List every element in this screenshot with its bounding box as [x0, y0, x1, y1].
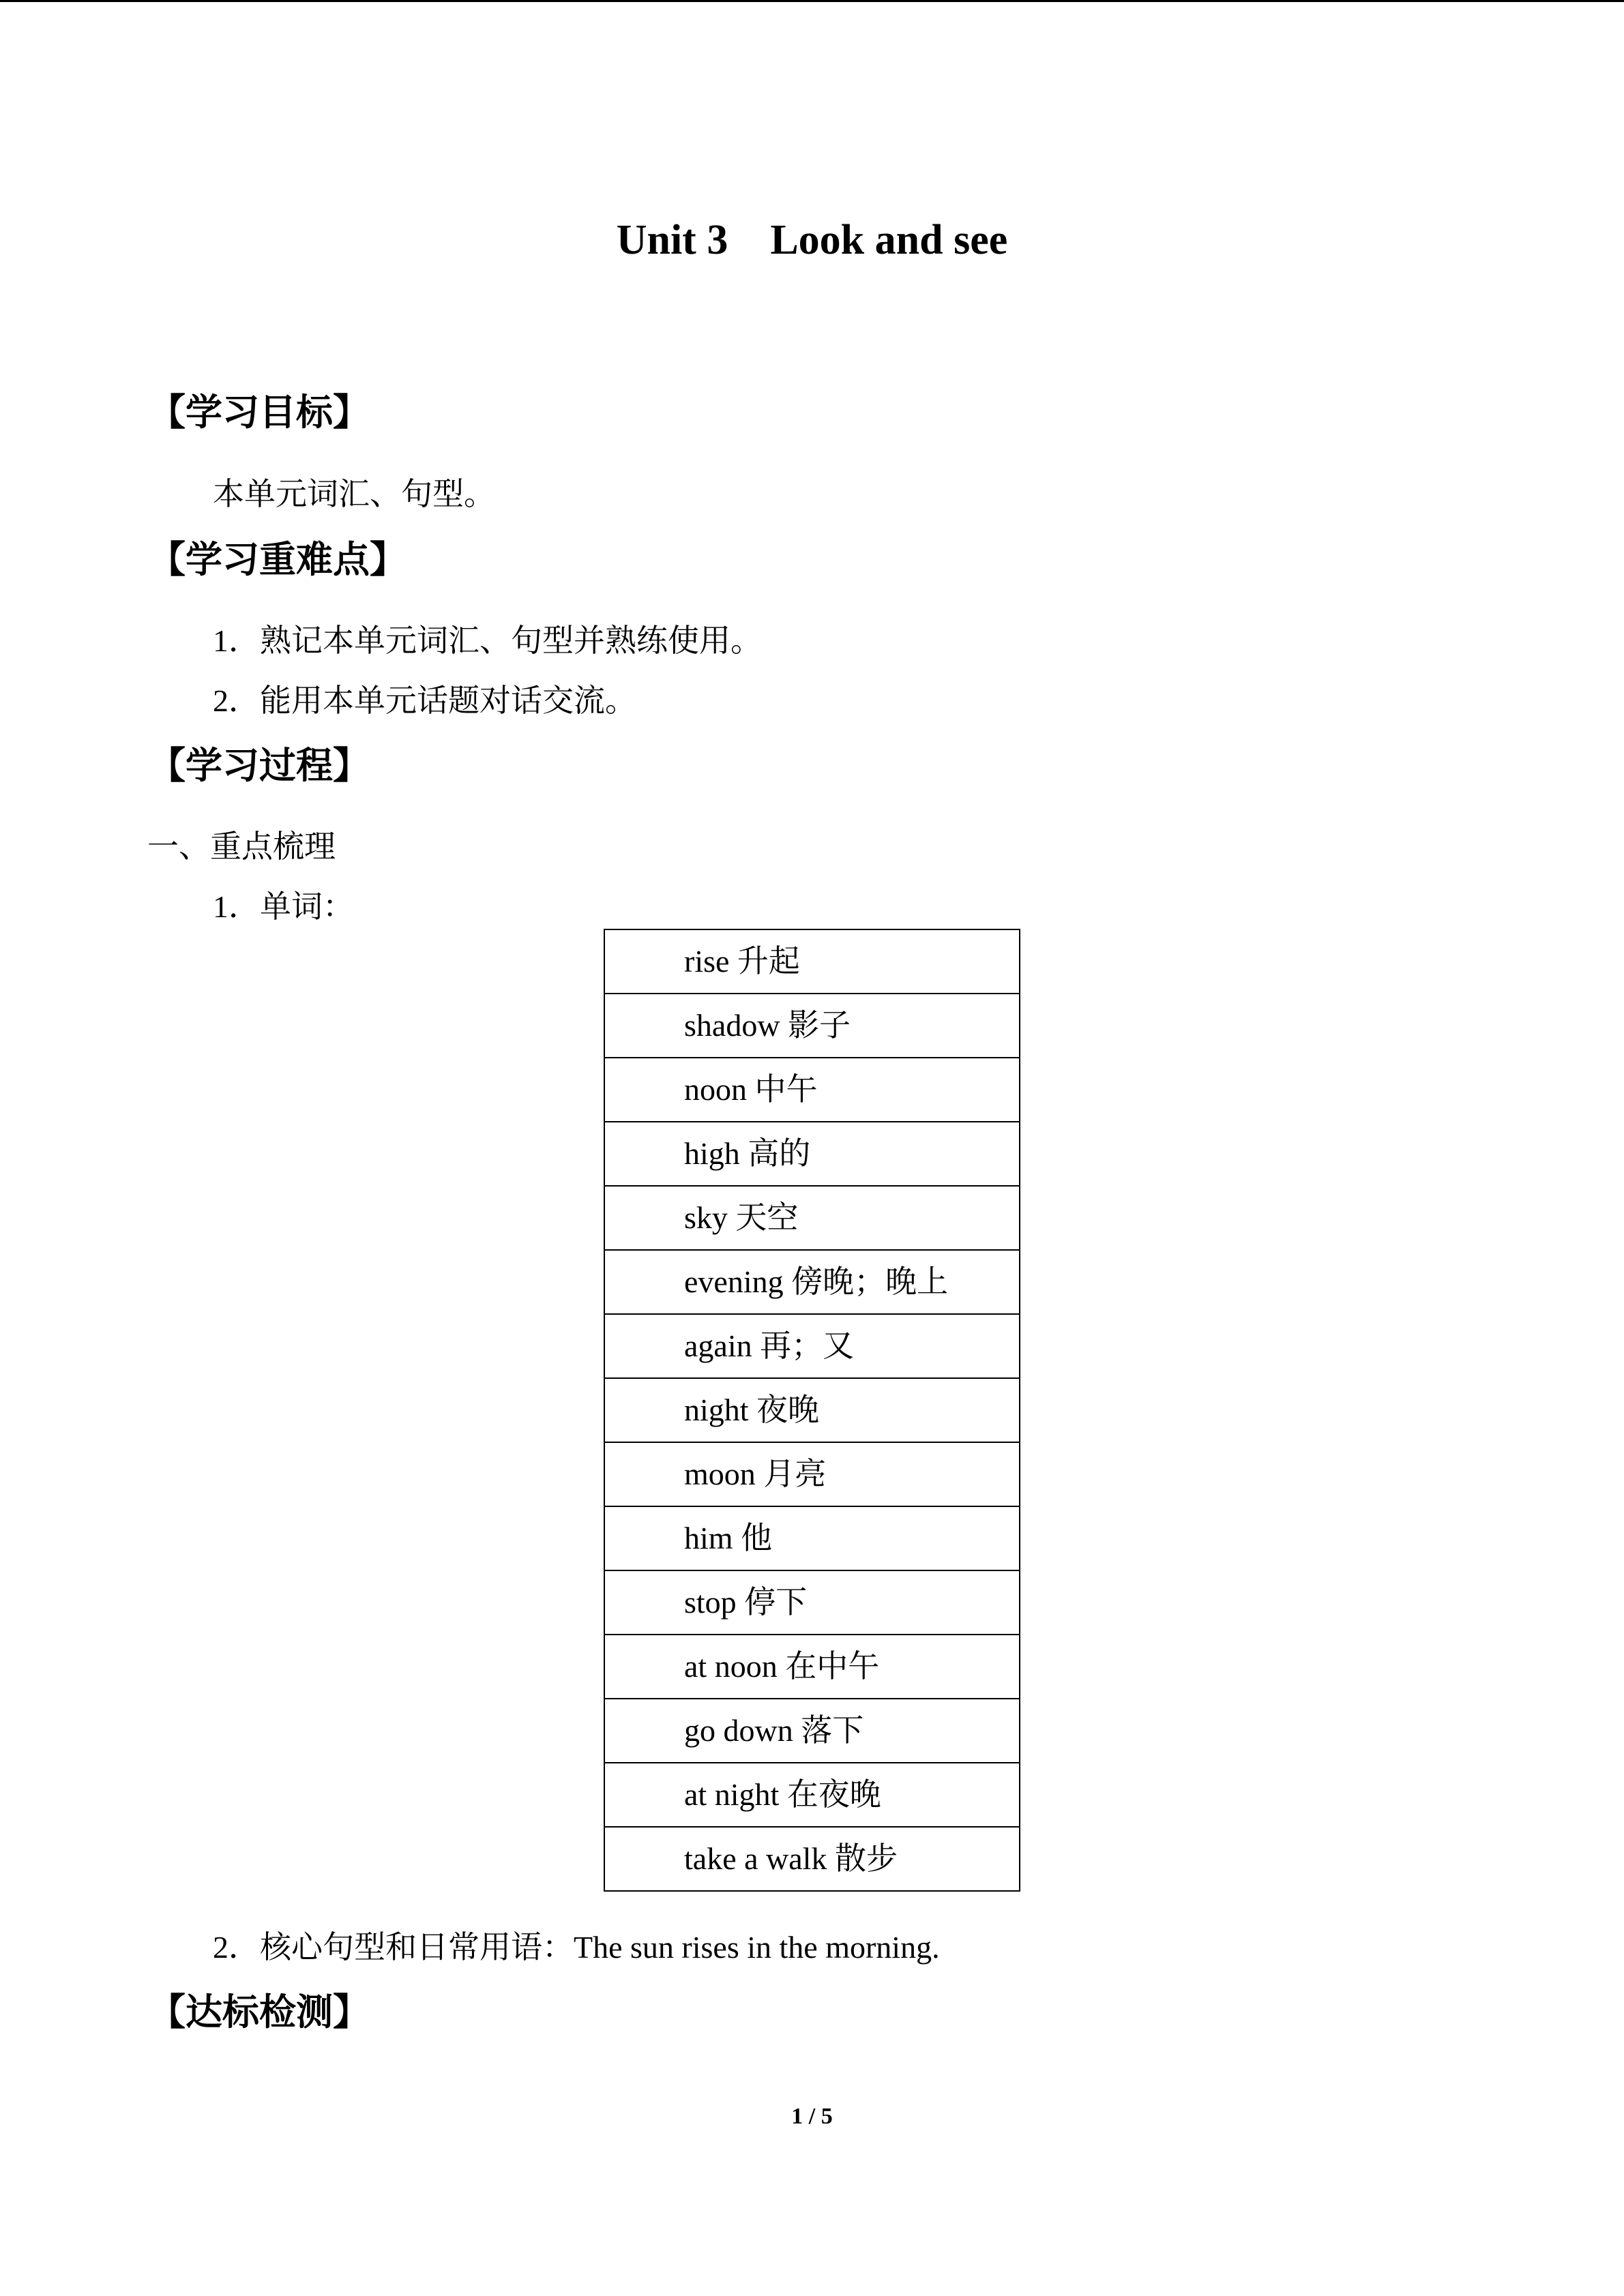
- vocabulary-cell: night 夜晚: [604, 1378, 1020, 1442]
- table-row: [604, 1570, 1020, 1635]
- table-row: [604, 1635, 1020, 1699]
- vocabulary-cell: at night 在夜晚: [604, 1763, 1020, 1827]
- key-point-item: 1．熟记本单元词汇、句型并熟练使用。: [213, 623, 762, 658]
- heading-learning-process: 【学习过程】: [149, 744, 370, 787]
- heading-learning-objectives: 【学习目标】: [149, 391, 370, 434]
- vocabulary-cell: stop 停下: [604, 1570, 1020, 1635]
- vocabulary-cell: evening 傍晚；晚上: [604, 1250, 1020, 1314]
- vocabulary-cell: noon 中午: [604, 1058, 1020, 1122]
- table-row: [604, 1186, 1020, 1250]
- table-row: [604, 1058, 1020, 1122]
- objectives-text: 本单元词汇、句型。: [213, 477, 495, 511]
- vocabulary-table: [604, 929, 1020, 1892]
- table-row: [604, 1250, 1020, 1314]
- vocabulary-cell: high 高的: [604, 1122, 1020, 1186]
- table-row: [604, 1763, 1020, 1827]
- table-row: [604, 1699, 1020, 1763]
- table-row: [604, 1506, 1020, 1570]
- vocabulary-cell: at noon 在中午: [604, 1635, 1020, 1699]
- document-title: Unit 3 Look and see: [616, 217, 1008, 263]
- table-row: [604, 994, 1020, 1058]
- vocabulary-cell: rise 升起: [604, 929, 1020, 994]
- page-number: 1 / 5: [791, 2104, 833, 2129]
- top-border-line: [0, 0, 1624, 2]
- vocabulary-cell: take a walk 散步: [604, 1827, 1020, 1891]
- table-row: [604, 1314, 1020, 1378]
- heading-key-points: 【学习重难点】: [149, 538, 407, 581]
- vocabulary-cell: sky 天空: [604, 1186, 1020, 1250]
- table-row: [604, 1122, 1020, 1186]
- vocabulary-cell: moon 月亮: [604, 1442, 1020, 1506]
- heading-assessment: 【达标检测】: [149, 1991, 370, 2033]
- vocabulary-cell: go down 落下: [604, 1699, 1020, 1763]
- table-row: [604, 929, 1020, 994]
- words-label: 1．单词：: [213, 889, 354, 924]
- vocabulary-cell: again 再；又: [604, 1314, 1020, 1378]
- vocabulary-cell: shadow 影子: [604, 994, 1020, 1058]
- vocabulary-cell: him 他: [604, 1506, 1020, 1570]
- table-row: [604, 1827, 1020, 1891]
- sentence-pattern: 2．核心句型和日常用语：The sun rises in the morning.: [213, 1930, 940, 1965]
- part-one-heading: 一、重点梳理: [147, 829, 336, 864]
- key-point-item: 2．能用本单元话题对话交流。: [213, 683, 636, 718]
- table-row: [604, 1378, 1020, 1442]
- table-row: [604, 1442, 1020, 1506]
